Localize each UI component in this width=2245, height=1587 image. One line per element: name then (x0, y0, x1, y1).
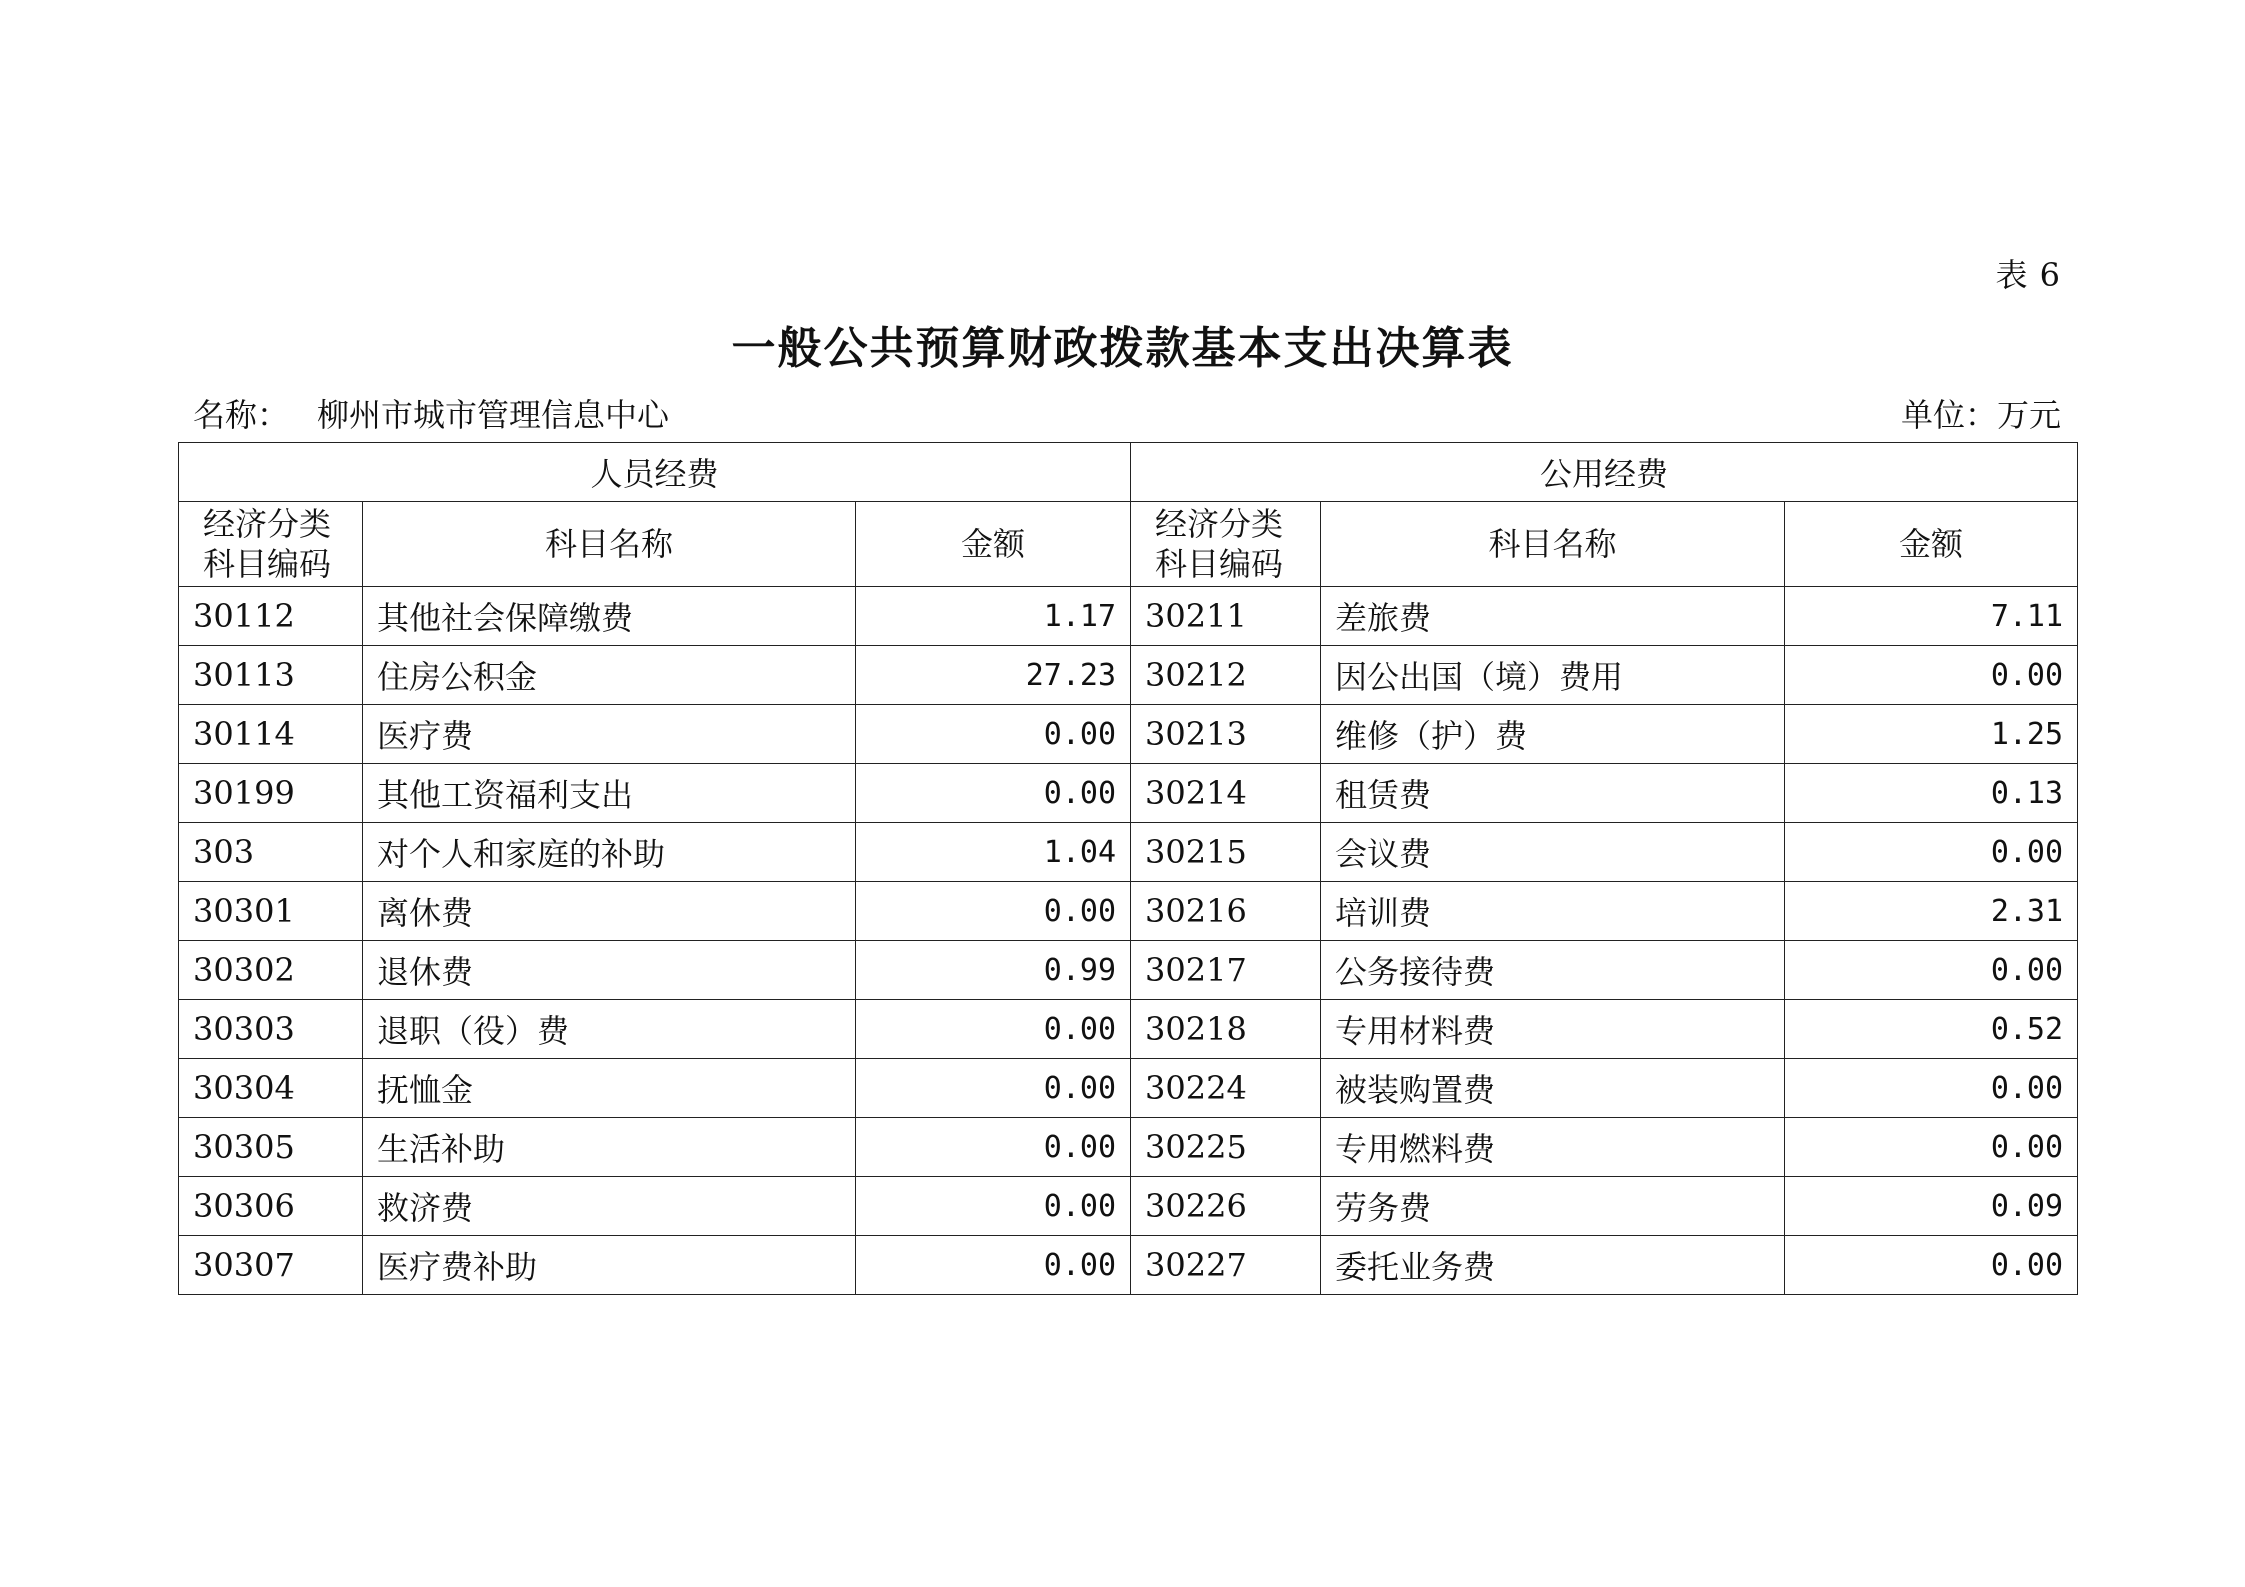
table-row (179, 764, 2078, 823)
public-name-cell: 公务接待费 (1321, 941, 1785, 1000)
personnel-amount-cell: 0.00 (856, 1118, 1131, 1177)
personnel-amount-cell: 27.23 (856, 646, 1131, 705)
public-amount-cell: 0.00 (1785, 1059, 2078, 1118)
group-header-personnel: 人员经费 (179, 443, 1131, 502)
public-amount-cell: 0.09 (1785, 1177, 2078, 1236)
public-amount-cell: 0.00 (1785, 941, 2078, 1000)
group-header-public: 公用经费 (1131, 443, 2078, 502)
organization-label: 名称： (193, 396, 290, 434)
public-amount-cell: 0.00 (1785, 1236, 2078, 1295)
column-header-row (179, 502, 2078, 587)
public-name-cell: 租赁费 (1321, 764, 1785, 823)
table-row (179, 1236, 2078, 1295)
table-number: 表 6 (1995, 256, 2061, 294)
public-amount-cell: 0.52 (1785, 1000, 2078, 1059)
page-title: 一般公共预算财政拨款基本支出决算表 (731, 323, 1514, 374)
public-code-cell: 30225 (1131, 1118, 1321, 1177)
public-amount-cell: 0.00 (1785, 1118, 2078, 1177)
public-code-cell: 30215 (1131, 823, 1321, 882)
personnel-amount-cell: 1.17 (856, 587, 1131, 646)
personnel-code-cell: 30305 (179, 1118, 363, 1177)
public-name-cell: 培训费 (1321, 882, 1785, 941)
personnel-name-cell: 离休费 (363, 882, 856, 941)
personnel-code-cell: 30306 (179, 1177, 363, 1236)
column-header-code-line2: 科目编码 (1155, 545, 1284, 583)
table-row (179, 823, 2078, 882)
column-header-code-line1: 经济分类 (203, 505, 332, 543)
group-header-row (179, 443, 2078, 502)
organization-name: 柳州市城市管理信息中心 (317, 396, 670, 434)
public-code-cell: 30227 (1131, 1236, 1321, 1295)
personnel-code-cell: 30112 (179, 587, 363, 646)
column-header-code-line2: 科目编码 (203, 545, 332, 583)
personnel-name-cell: 救济费 (363, 1177, 856, 1236)
table-row (179, 705, 2078, 764)
public-name-cell: 专用材料费 (1321, 1000, 1785, 1059)
public-name-cell: 会议费 (1321, 823, 1785, 882)
personnel-name-cell: 退休费 (363, 941, 856, 1000)
public-amount-cell: 7.11 (1785, 587, 2078, 646)
table-row (179, 882, 2078, 941)
column-header-code (179, 502, 363, 587)
public-amount-cell: 0.13 (1785, 764, 2078, 823)
public-code-cell: 30224 (1131, 1059, 1321, 1118)
public-code-cell: 30217 (1131, 941, 1321, 1000)
column-header-code (1131, 502, 1321, 587)
personnel-code-cell: 303 (179, 823, 363, 882)
public-code-cell: 30212 (1131, 646, 1321, 705)
public-name-cell: 维修（护）费 (1321, 705, 1785, 764)
personnel-code-cell: 30307 (179, 1236, 363, 1295)
public-amount-cell: 0.00 (1785, 646, 2078, 705)
personnel-name-cell: 医疗费 (363, 705, 856, 764)
public-code-cell: 30226 (1131, 1177, 1321, 1236)
column-header-amount: 金额 (1785, 502, 2078, 587)
public-name-cell: 被装购置费 (1321, 1059, 1785, 1118)
public-code-cell: 30214 (1131, 764, 1321, 823)
public-code-cell: 30218 (1131, 1000, 1321, 1059)
table-row (179, 1059, 2078, 1118)
table-row (179, 1000, 2078, 1059)
public-code-cell: 30216 (1131, 882, 1321, 941)
personnel-code-cell: 30301 (179, 882, 363, 941)
personnel-name-cell: 退职（役）费 (363, 1000, 856, 1059)
personnel-name-cell: 其他工资福利支出 (363, 764, 856, 823)
public-amount-cell: 0.00 (1785, 823, 2078, 882)
personnel-code-cell: 30199 (179, 764, 363, 823)
public-code-cell: 30213 (1131, 705, 1321, 764)
public-name-cell: 专用燃料费 (1321, 1118, 1785, 1177)
budget-table (178, 442, 2078, 1295)
personnel-amount-cell: 0.00 (856, 1000, 1131, 1059)
public-amount-cell: 1.25 (1785, 705, 2078, 764)
column-header-name: 科目名称 (1321, 502, 1785, 587)
personnel-name-cell: 住房公积金 (363, 646, 856, 705)
personnel-amount-cell: 0.00 (856, 882, 1131, 941)
table-row (179, 646, 2078, 705)
personnel-amount-cell: 1.04 (856, 823, 1131, 882)
personnel-code-cell: 30303 (179, 1000, 363, 1059)
public-code-cell: 30211 (1131, 587, 1321, 646)
personnel-name-cell: 对个人和家庭的补助 (363, 823, 856, 882)
personnel-name-cell: 抚恤金 (363, 1059, 856, 1118)
personnel-name-cell: 生活补助 (363, 1118, 856, 1177)
meta-row (193, 390, 2061, 434)
personnel-amount-cell: 0.00 (856, 764, 1131, 823)
personnel-code-cell: 30113 (179, 646, 363, 705)
table-row (179, 1118, 2078, 1177)
column-header-code-line1: 经济分类 (1155, 505, 1284, 543)
personnel-name-cell: 医疗费补助 (363, 1236, 856, 1295)
column-header-amount: 金额 (856, 502, 1131, 587)
organization-info (193, 390, 669, 436)
table-body (179, 587, 2078, 1295)
unit-label: 单位：万元 (1900, 396, 2061, 434)
personnel-amount-cell: 0.00 (856, 1236, 1131, 1295)
personnel-amount-cell: 0.00 (856, 705, 1131, 764)
table-header (179, 443, 2078, 587)
personnel-amount-cell: 0.00 (856, 1059, 1131, 1118)
public-amount-cell: 2.31 (1785, 882, 2078, 941)
public-name-cell: 委托业务费 (1321, 1236, 1785, 1295)
table-row (179, 941, 2078, 1000)
public-name-cell: 劳务费 (1321, 1177, 1785, 1236)
personnel-name-cell: 其他社会保障缴费 (363, 587, 856, 646)
personnel-amount-cell: 0.99 (856, 941, 1131, 1000)
personnel-code-cell: 30304 (179, 1059, 363, 1118)
public-name-cell: 因公出国（境）费用 (1321, 646, 1785, 705)
personnel-amount-cell: 0.00 (856, 1177, 1131, 1236)
table-row (179, 587, 2078, 646)
table-row (179, 1177, 2078, 1236)
public-name-cell: 差旅费 (1321, 587, 1785, 646)
personnel-code-cell: 30302 (179, 941, 363, 1000)
personnel-code-cell: 30114 (179, 705, 363, 764)
column-header-name: 科目名称 (363, 502, 856, 587)
